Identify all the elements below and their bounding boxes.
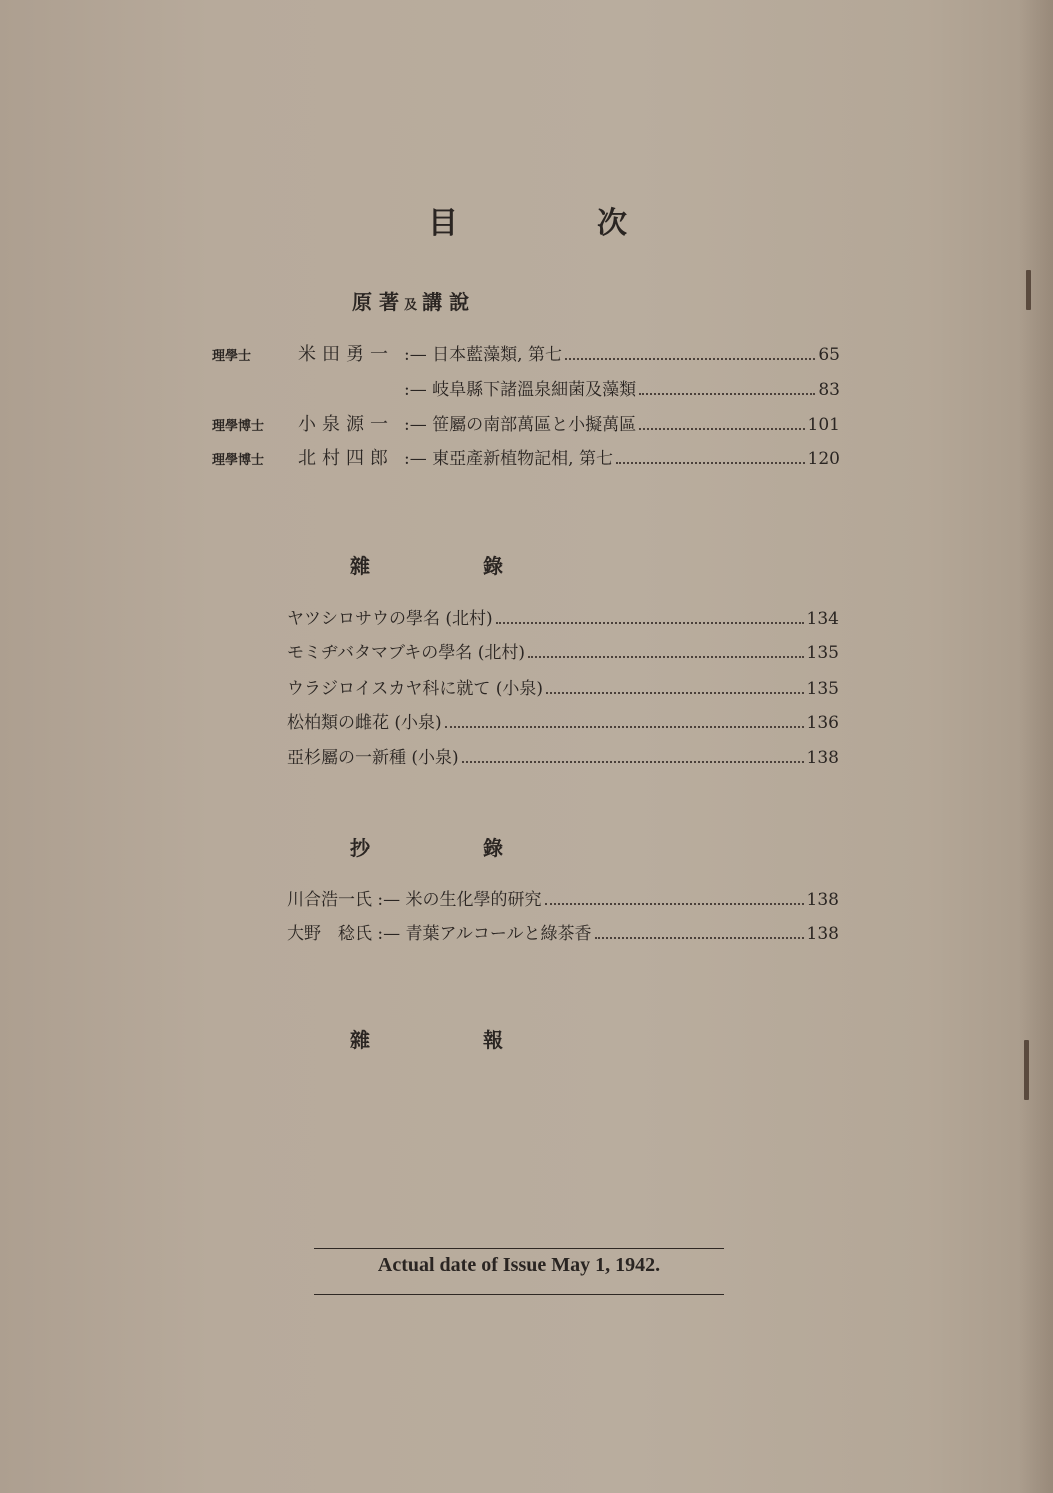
toc-entry bbox=[287, 919, 839, 944]
page-number: 101 bbox=[807, 415, 840, 435]
dot-leader bbox=[616, 462, 805, 464]
author-name: 小泉源一 bbox=[298, 414, 394, 435]
toc-title-char-2: 次 bbox=[597, 206, 627, 241]
dot-leader bbox=[546, 692, 804, 694]
entry-title: 大野 稔氏 :— 青葉アルコールと綠茶香 bbox=[287, 924, 592, 944]
page-edge-shadow bbox=[1019, 0, 1053, 1493]
section-heading-abstracts-char-2: 錄 bbox=[483, 836, 503, 860]
entry-title: :— 笹屬の南部萬區と小擬萬區 bbox=[404, 415, 637, 435]
entry-title: 松柏類の雌花 (小泉) bbox=[287, 713, 442, 733]
toc-entry bbox=[287, 674, 839, 699]
dot-leader bbox=[565, 358, 815, 360]
section-heading-original-b: 及 bbox=[404, 298, 418, 313]
author-name: 米田勇一 bbox=[298, 344, 394, 365]
section-heading-news-char-2: 報 bbox=[483, 1028, 503, 1052]
entry-title: :— 日本藍藻類, 第七 bbox=[404, 345, 562, 365]
author-degree: 理學士 bbox=[212, 349, 252, 364]
entry-title: :— 岐阜縣下諸溫泉細菌及藻類 bbox=[404, 380, 637, 400]
page-number: 135 bbox=[806, 643, 839, 663]
toc-title-char-1: 目 bbox=[428, 206, 458, 241]
binding-mark bbox=[1024, 1040, 1029, 1100]
binding-mark bbox=[1026, 270, 1031, 310]
section-heading-original-c: 講 說 bbox=[422, 290, 470, 314]
page-number: 83 bbox=[818, 380, 840, 400]
dot-leader bbox=[545, 903, 804, 905]
toc-entry bbox=[287, 604, 839, 629]
author-name: 北村四郎 bbox=[298, 448, 394, 469]
section-heading-original-a: 原 著 bbox=[352, 290, 399, 314]
section-heading-misc-char-1: 雜 bbox=[350, 554, 370, 578]
entry-title: ウラジロイスカヤ科に就て (小泉) bbox=[287, 679, 543, 699]
author-degree: 理學博士 bbox=[212, 419, 265, 434]
page-number: 138 bbox=[806, 748, 839, 768]
section-heading-abstracts-char-1: 抄 bbox=[350, 836, 370, 860]
page-number: 138 bbox=[806, 924, 839, 944]
entry-title: :— 東亞產新植物記相, 第七 bbox=[404, 449, 613, 469]
page-number: 136 bbox=[806, 713, 839, 733]
page-number: 138 bbox=[806, 890, 839, 910]
dot-leader bbox=[496, 622, 804, 624]
page-number: 134 bbox=[806, 609, 839, 629]
toc-entry bbox=[212, 340, 840, 366]
dot-leader bbox=[445, 726, 804, 728]
section-heading-misc-char-2: 錄 bbox=[483, 554, 503, 578]
page-number: 65 bbox=[818, 345, 840, 365]
dot-leader bbox=[528, 656, 804, 658]
footer-rule-top bbox=[314, 1248, 724, 1249]
toc-entry bbox=[287, 743, 839, 768]
author-degree: 理學博士 bbox=[212, 453, 265, 468]
entry-title: モミヂバタマブキの學名 (北村) bbox=[287, 643, 525, 663]
toc-entry bbox=[287, 638, 839, 663]
page-number: 120 bbox=[807, 449, 840, 469]
toc-entry bbox=[212, 410, 840, 436]
entry-title: 川合浩一氏 :— 米の生化學的研究 bbox=[287, 890, 542, 910]
page-number: 135 bbox=[806, 679, 839, 699]
section-heading-original bbox=[352, 286, 469, 315]
footer-rule-bottom bbox=[314, 1294, 724, 1295]
entry-title: ヤツシロサウの學名 (北村) bbox=[287, 609, 493, 629]
entry-title: 亞杉屬の一新種 (小泉) bbox=[287, 748, 459, 768]
toc-entry bbox=[212, 444, 840, 470]
issue-date-note: Actual date of Issue May 1, 1942. bbox=[377, 1254, 661, 1276]
section-heading-news-char-1: 雜 bbox=[350, 1028, 370, 1052]
dot-leader bbox=[595, 937, 804, 939]
toc-entry bbox=[287, 708, 839, 733]
dot-leader bbox=[639, 428, 804, 430]
toc-entry bbox=[212, 375, 840, 400]
dot-leader bbox=[462, 761, 804, 763]
dot-leader bbox=[639, 393, 815, 395]
toc-entry bbox=[287, 885, 839, 910]
